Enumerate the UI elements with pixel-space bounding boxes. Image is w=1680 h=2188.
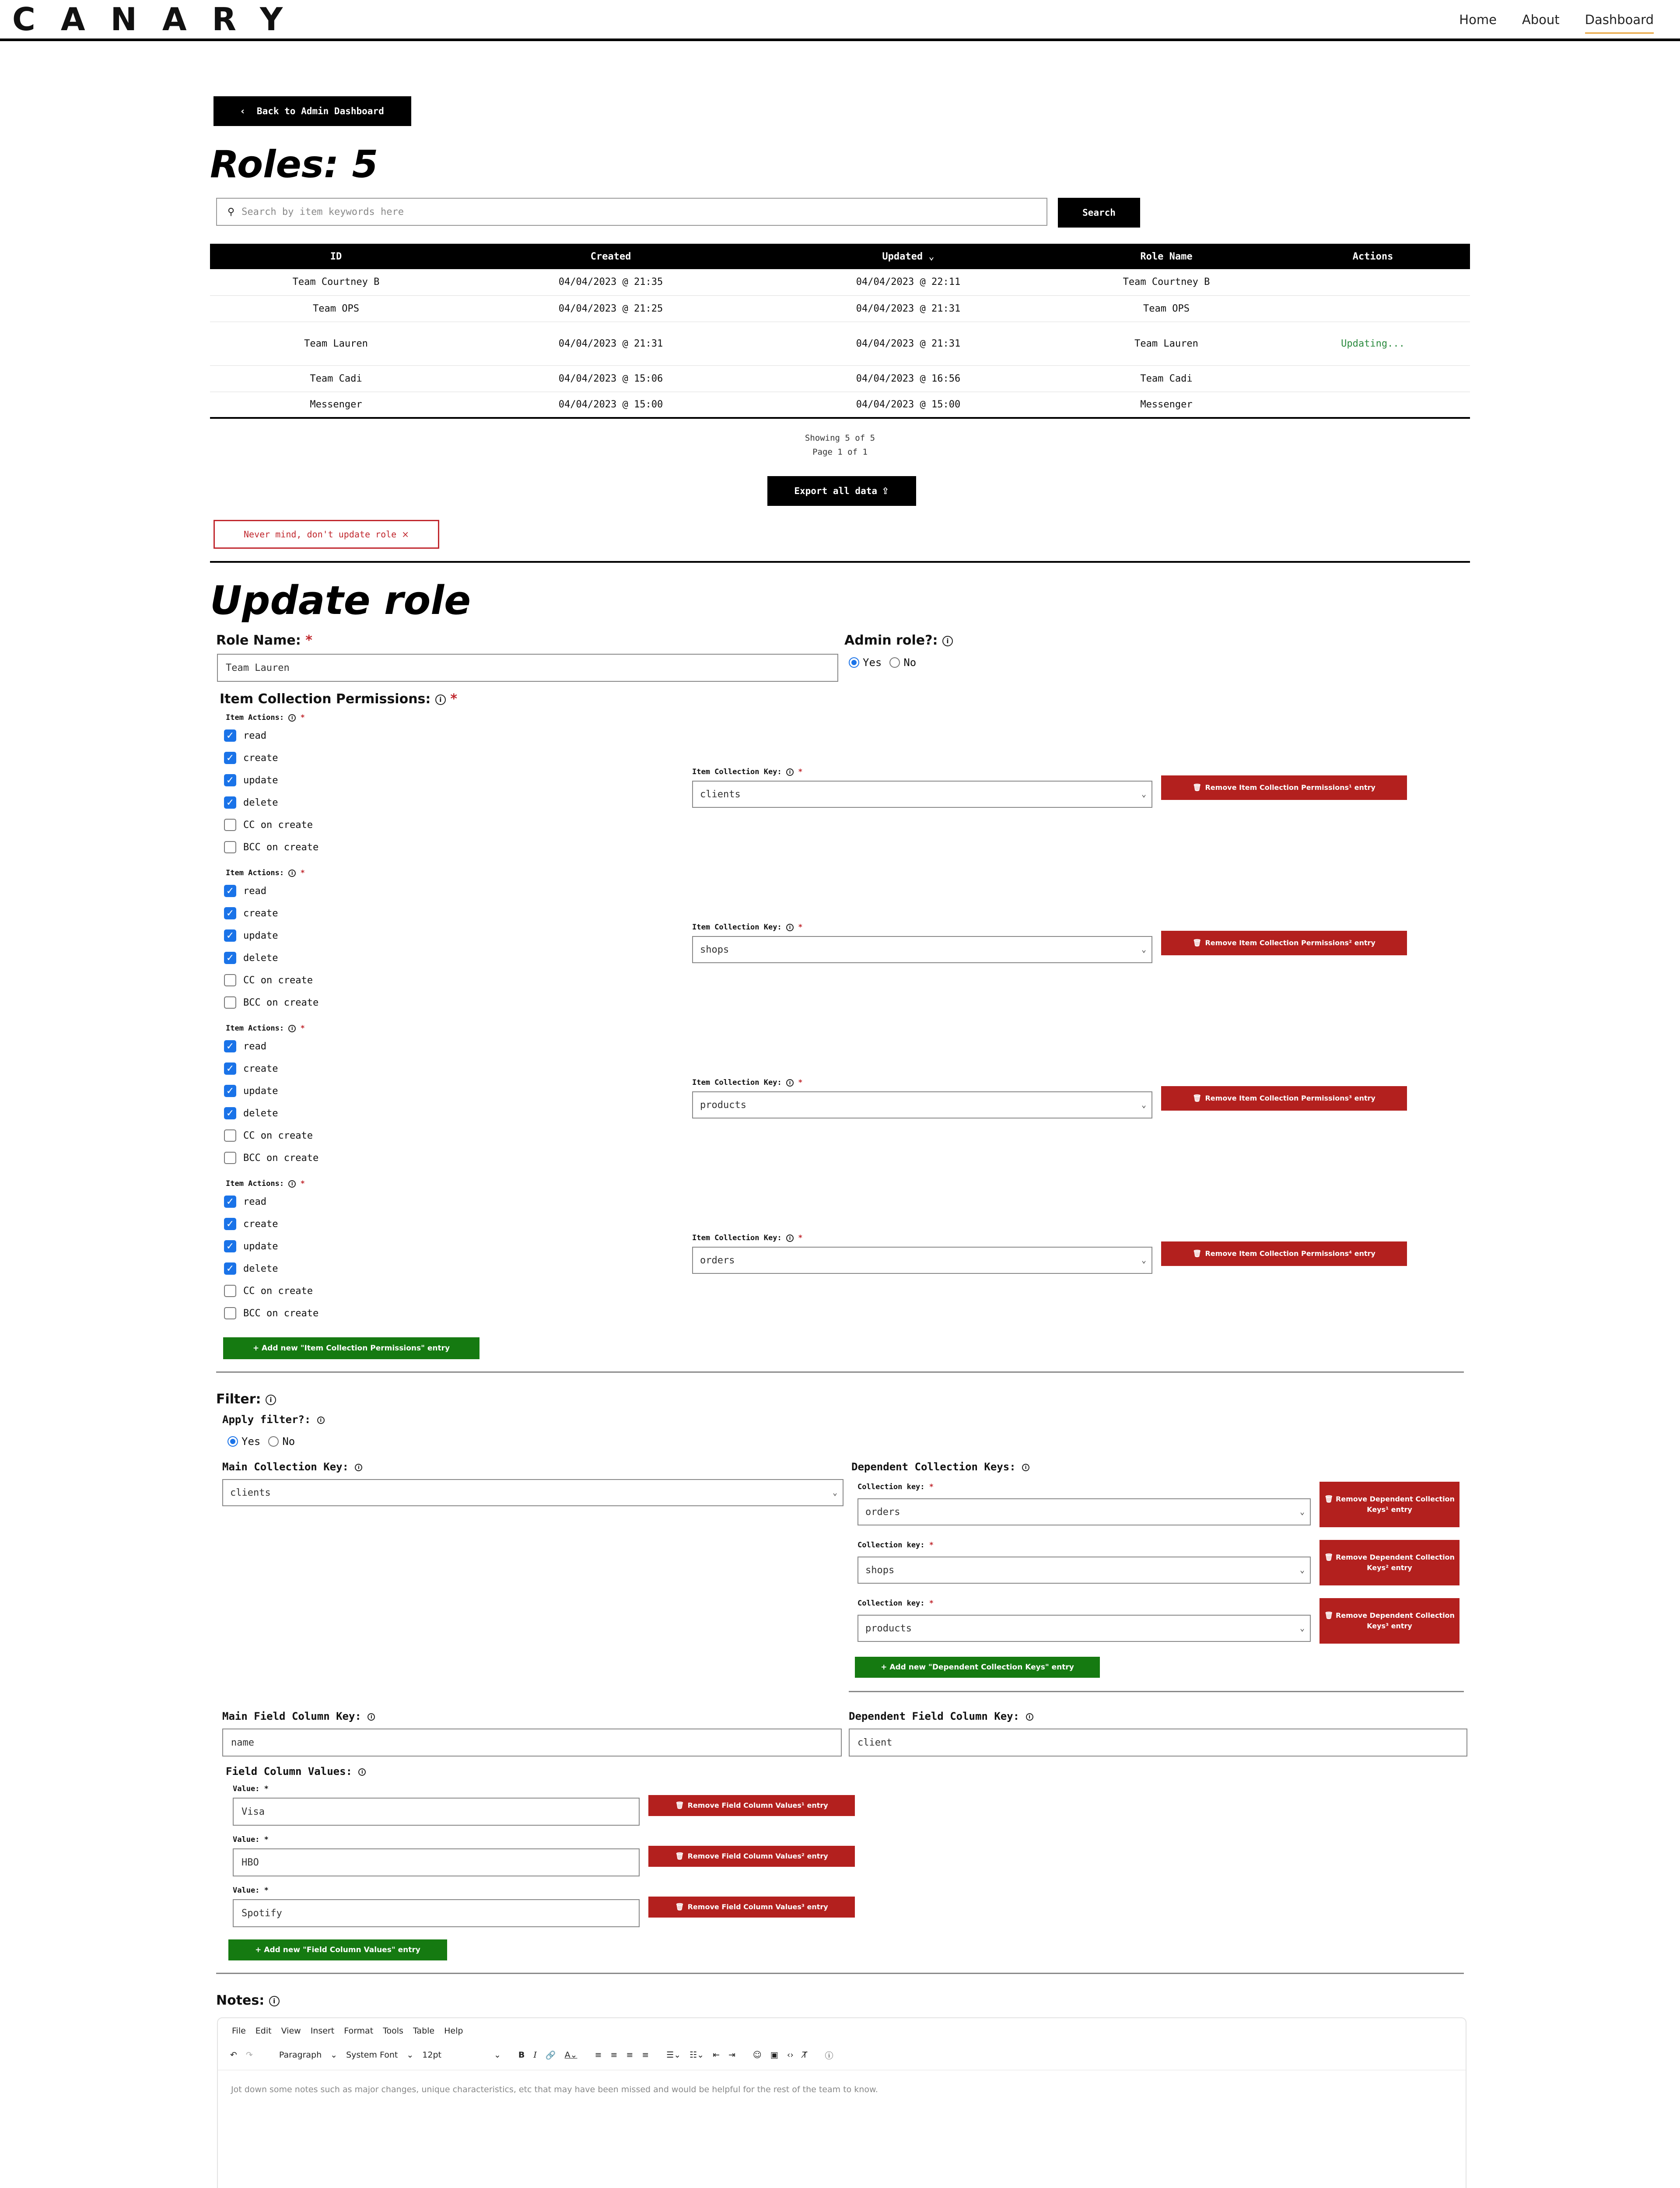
numbered-list-icon[interactable]: ☷⌄ <box>690 2050 704 2060</box>
remove-dependent-button[interactable]: 🗑 Remove Dependent Collection Keys² entry <box>1320 1540 1460 1585</box>
apply-filter-radio <box>228 1435 295 1448</box>
add-field-value-button[interactable]: + Add new "Field Column Values" entry <box>228 1939 447 1960</box>
cell-id: Team Lauren <box>210 322 462 365</box>
action-bcc[interactable]: BCC on create <box>224 841 318 854</box>
cell-updated: 04/04/2023 @ 22:11 <box>760 269 1057 295</box>
checkbox-checked-icon[interactable]: ✓ <box>224 1218 236 1230</box>
sort-desc-icon: ⌄ <box>928 251 934 262</box>
align-left-icon[interactable]: ≡ <box>595 2050 602 2060</box>
checkbox-checked-icon[interactable]: ✓ <box>224 796 236 809</box>
collection-key-label: Item Collection Key: i * <box>692 1078 803 1087</box>
action-update[interactable]: ✓ update <box>224 774 278 787</box>
cell-created: 04/04/2023 @ 21:31 <box>462 322 760 365</box>
info-icon[interactable]: i <box>1022 1464 1029 1471</box>
action-delete[interactable]: ✓ delete <box>224 951 278 964</box>
role-name-input[interactable]: Team Lauren <box>217 654 838 682</box>
collection-key-label: Collection key: * <box>858 1541 934 1550</box>
info-icon[interactable]: i <box>317 1417 325 1424</box>
indent-icon[interactable]: ⇥ <box>728 2050 735 2060</box>
trash-icon: 🗑 <box>1324 1553 1334 1561</box>
chevron-down-icon: ⌄ <box>406 2050 414 2060</box>
action-delete[interactable]: ✓ delete <box>224 1262 278 1275</box>
admin-yes-label: Yes <box>863 656 882 669</box>
cell-updated: 04/04/2023 @ 21:31 <box>760 322 1057 365</box>
info-icon[interactable]: i <box>786 768 794 776</box>
cell-updated: 04/04/2023 @ 21:31 <box>760 295 1057 322</box>
checkbox-icon[interactable] <box>224 819 236 831</box>
clear-format-icon[interactable]: T̸ <box>802 2050 808 2060</box>
info-icon[interactable]: i <box>786 924 794 931</box>
info-icon[interactable]: i <box>786 1079 794 1087</box>
checkbox-checked-icon[interactable]: ✓ <box>224 929 236 942</box>
cell-created: 04/04/2023 @ 15:06 <box>462 365 760 392</box>
col-id[interactable]: ID <box>210 244 462 269</box>
page-indicator: Page 1 of 1 <box>812 447 868 457</box>
info-icon[interactable]: i <box>288 870 296 877</box>
font-family-select[interactable]: System Font ⌄ <box>346 2050 414 2060</box>
editor-menubar <box>232 2026 463 2036</box>
bold-icon[interactable]: B <box>518 2050 525 2060</box>
trash-icon: 🗑 <box>1193 1249 1202 1258</box>
checkbox-checked-icon[interactable]: ✓ <box>224 1062 236 1075</box>
roles-table <box>210 244 1470 419</box>
action-bcc[interactable]: BCC on create <box>224 1307 318 1320</box>
close-icon: × <box>402 529 409 540</box>
table-row[interactable] <box>210 322 1470 365</box>
site-header <box>0 0 1680 41</box>
text-color-icon[interactable]: A⌄ <box>564 2050 578 2060</box>
action-cc[interactable]: CC on create <box>224 1129 313 1142</box>
checkbox-icon[interactable] <box>224 841 236 853</box>
item-actions-label: Item Actions: i * <box>226 713 305 722</box>
image-icon[interactable]: ▣ <box>770 2050 778 2060</box>
trash-icon: 🗑 <box>1193 939 1202 947</box>
value-label: Value: * <box>233 1835 269 1844</box>
checkbox-checked-icon[interactable]: ✓ <box>224 774 236 786</box>
back-button-label: Back to Admin Dashboard <box>256 106 384 116</box>
menu-tools[interactable]: Tools <box>383 2026 403 2036</box>
filter-yes-radio[interactable] <box>228 1436 238 1447</box>
info-icon[interactable]: i <box>358 1768 366 1776</box>
cell-role-name: Team Lauren <box>1057 322 1276 365</box>
cell-updated: 04/04/2023 @ 16:56 <box>760 365 1057 392</box>
align-center-icon[interactable]: ≡ <box>610 2050 618 2060</box>
table-row[interactable] <box>210 392 1470 418</box>
cell-actions <box>1276 392 1470 418</box>
cell-role-name: Team OPS <box>1057 295 1276 322</box>
table-row[interactable] <box>210 365 1470 392</box>
checkbox-icon[interactable] <box>224 1307 236 1319</box>
divider <box>216 1973 1464 1974</box>
notes-label: Notes: i <box>216 1993 280 2008</box>
cancel-update-button[interactable] <box>214 520 439 549</box>
info-icon[interactable]: i <box>269 1996 280 2006</box>
field-value-input[interactable]: HBO <box>233 1848 640 1876</box>
checkbox-icon[interactable] <box>224 1285 236 1297</box>
menu-format[interactable]: Format <box>344 2026 374 2036</box>
info-icon[interactable]: i <box>368 1713 375 1721</box>
main-field-label: Main Field Column Key: i <box>222 1710 375 1722</box>
item-actions-label: Item Actions: i * <box>226 869 305 877</box>
action-delete[interactable]: ✓ delete <box>224 1107 278 1120</box>
action-create[interactable]: ✓ create <box>224 1217 278 1231</box>
filter-yes-label: Yes <box>242 1435 261 1448</box>
action-create[interactable]: ✓ create <box>224 907 278 920</box>
italic-icon[interactable]: I <box>533 2050 537 2060</box>
cell-created: 04/04/2023 @ 15:00 <box>462 392 760 418</box>
chevron-down-icon: ⌄ <box>1141 789 1146 799</box>
cell-created: 04/04/2023 @ 21:25 <box>462 295 760 322</box>
trash-icon: 🗑 <box>1324 1611 1334 1620</box>
table-row[interactable] <box>210 295 1470 322</box>
main-collection-label: Main Collection Key: i <box>222 1461 362 1473</box>
filter-label: Filter: i <box>216 1392 276 1407</box>
info-icon[interactable]: i <box>288 1025 296 1032</box>
editor-toolbar <box>230 2045 833 2065</box>
info-icon[interactable]: i <box>942 636 953 646</box>
action-update[interactable]: ✓ update <box>224 1084 278 1098</box>
checkbox-checked-icon[interactable]: ✓ <box>224 1040 236 1052</box>
dependent-key-select[interactable]: orders ⌄ <box>858 1498 1311 1525</box>
cell-role-name: Team Cadi <box>1057 365 1276 392</box>
update-role-title: Update role <box>210 578 471 624</box>
remove-permission-button[interactable]: 🗑 Remove Item Collection Permissions⁴ entry <box>1161 1241 1407 1266</box>
action-delete[interactable]: ✓ delete <box>224 796 278 809</box>
chevron-down-icon: ⌄ <box>1300 1623 1305 1633</box>
info-icon[interactable]: i <box>786 1234 794 1242</box>
admin-no-radio[interactable] <box>889 657 900 668</box>
action-bcc[interactable]: BCC on create <box>224 1151 318 1164</box>
admin-no-label: No <box>903 656 917 669</box>
item-actions-label: Item Actions: i * <box>226 1179 305 1188</box>
admin-role-label: Admin role?: i <box>844 633 953 648</box>
search-placeholder: Search by item keywords here <box>242 206 404 217</box>
align-right-icon[interactable]: ≡ <box>626 2050 634 2060</box>
search-button[interactable]: Search <box>1058 198 1140 228</box>
collection-key-label: Item Collection Key: i * <box>692 768 803 776</box>
action-create[interactable]: ✓ create <box>224 751 278 764</box>
link-icon[interactable]: 🔗 <box>545 2050 556 2060</box>
add-dependent-button[interactable]: + Add new "Dependent Collection Keys" entry <box>855 1657 1100 1678</box>
action-read[interactable]: ✓ read <box>224 729 266 742</box>
col-created[interactable]: Created <box>462 244 760 269</box>
permissions-label: Item Collection Permissions: i * <box>220 691 458 707</box>
main-nav <box>1459 12 1654 34</box>
field-value-input[interactable]: Spotify <box>233 1899 640 1927</box>
action-update[interactable]: ✓ update <box>224 929 278 942</box>
filter-no-radio[interactable] <box>268 1436 279 1447</box>
remove-field-value-button[interactable]: 🗑 Remove Field Column Values³ entry <box>648 1897 855 1918</box>
trash-icon: 🗑 <box>1193 1094 1202 1102</box>
action-create[interactable]: ✓ create <box>224 1062 278 1075</box>
table-row[interactable] <box>210 269 1470 295</box>
editor-placeholder[interactable]: Jot down some notes such as major changes, unique characteristics, etc that may have been missed and would be helpful for the rest of the team to know. <box>231 2085 878 2094</box>
action-read[interactable]: ✓ read <box>224 1195 266 1208</box>
checkbox-checked-icon[interactable]: ✓ <box>224 729 236 742</box>
menu-help[interactable]: Help <box>444 2026 463 2036</box>
collection-key-select[interactable]: products ⌄ <box>692 1091 1152 1119</box>
value-label: Value: * <box>233 1886 269 1895</box>
cell-actions <box>1276 295 1470 322</box>
export-button[interactable] <box>767 476 916 506</box>
col-role-name[interactable]: Role Name <box>1057 244 1276 269</box>
col-actions: Actions <box>1276 244 1470 269</box>
filter-no-label: No <box>282 1435 295 1448</box>
chevron-down-icon: ⌄ <box>494 2050 501 2060</box>
cell-updated: 04/04/2023 @ 15:00 <box>760 392 1057 418</box>
dependent-keys-label: Dependent Collection Keys: i <box>851 1461 1029 1473</box>
divider <box>216 1371 1464 1373</box>
field-value-input[interactable]: Visa <box>233 1798 640 1826</box>
menu-view[interactable]: View <box>281 2026 301 2036</box>
back-to-dashboard-button[interactable] <box>214 96 411 126</box>
chevron-down-icon: ⌄ <box>1300 1565 1305 1575</box>
block-format-select[interactable]: Paragraph ⌄ <box>279 2050 338 2060</box>
action-read[interactable]: ✓ read <box>224 884 266 898</box>
outdent-icon[interactable]: ⇤ <box>713 2050 720 2060</box>
menu-insert[interactable]: Insert <box>310 2026 335 2036</box>
remove-permission-button[interactable]: 🗑 Remove Item Collection Permissions³ entry <box>1161 1086 1407 1111</box>
chevron-down-icon: ⌄ <box>1141 945 1146 954</box>
main-collection-select[interactable]: clients ⌄ <box>222 1479 844 1506</box>
action-update[interactable]: ✓ update <box>224 1240 278 1253</box>
chevron-left-icon: ‹ <box>241 106 245 116</box>
info-icon[interactable]: i <box>355 1464 362 1471</box>
font-size-select[interactable]: 12pt ⌄ <box>422 2050 501 2060</box>
action-bcc[interactable]: BCC on create <box>224 996 318 1009</box>
roles-title: Roles: 5 <box>210 143 378 186</box>
collection-key-select[interactable]: orders ⌄ <box>692 1247 1152 1274</box>
col-updated[interactable]: Updated ⌄ <box>760 244 1057 269</box>
cell-created: 04/04/2023 @ 21:35 <box>462 269 760 295</box>
info-icon[interactable]: i <box>435 694 446 705</box>
remove-field-value-button[interactable]: 🗑 Remove Field Column Values² entry <box>648 1846 855 1867</box>
action-cc[interactable]: CC on create <box>224 1284 313 1297</box>
redo-icon[interactable]: ↷ <box>245 2050 253 2060</box>
cell-actions <box>1276 365 1470 392</box>
remove-permission-button[interactable]: 🗑 Remove Item Collection Permissions¹ entry <box>1161 775 1407 800</box>
checkbox-checked-icon[interactable]: ✓ <box>224 952 236 964</box>
cell-id: Messenger <box>210 392 462 418</box>
logo[interactable]: CANARY <box>12 1 308 38</box>
item-actions-label: Item Actions: i * <box>226 1024 305 1033</box>
checkbox-checked-icon[interactable]: ✓ <box>224 1107 236 1119</box>
showing-count: Showing 5 of 5 <box>805 433 875 443</box>
trash-icon: 🗑 <box>675 1852 684 1860</box>
checkbox-icon[interactable] <box>224 1152 236 1164</box>
chevron-down-icon: ⌄ <box>1141 1255 1146 1265</box>
dependent-field-input[interactable]: client <box>849 1729 1467 1757</box>
info-icon[interactable]: i <box>1026 1713 1033 1721</box>
collection-key-select[interactable]: shops ⌄ <box>692 936 1152 963</box>
chevron-down-icon: ⌄ <box>833 1488 837 1497</box>
menu-table[interactable]: Table <box>413 2026 435 2036</box>
cell-id: Team Courtney B <box>210 269 462 295</box>
dependent-key-select[interactable]: shops ⌄ <box>858 1557 1311 1584</box>
trash-icon: 🗑 <box>675 1903 684 1911</box>
action-cc[interactable]: CC on create <box>224 974 313 987</box>
checkbox-checked-icon[interactable]: ✓ <box>224 752 236 764</box>
collection-key-label: Collection key: * <box>858 1483 934 1491</box>
checkbox-checked-icon[interactable]: ✓ <box>224 1240 236 1252</box>
action-read[interactable]: ✓ read <box>224 1040 266 1053</box>
updating-status: Updating... <box>1276 322 1470 365</box>
align-justify-icon[interactable]: ≡ <box>642 2050 649 2060</box>
checkbox-checked-icon[interactable]: ✓ <box>224 907 236 919</box>
export-button-label: Export all data <box>794 486 878 496</box>
collection-key-select[interactable]: clients ⌄ <box>692 781 1152 808</box>
remove-dependent-button[interactable]: 🗑 Remove Dependent Collection Keys¹ entry <box>1320 1482 1460 1527</box>
search-icon: ⚲ <box>228 206 235 217</box>
checkbox-checked-icon[interactable]: ✓ <box>224 1085 236 1097</box>
trash-icon: 🗑 <box>1193 783 1202 792</box>
info-icon[interactable]: i <box>288 714 296 722</box>
code-icon[interactable]: ‹› <box>787 2050 794 2060</box>
nav-home[interactable]: Home <box>1459 12 1497 27</box>
trash-icon: 🗑 <box>1324 1495 1334 1503</box>
value-label: Value: * <box>233 1785 269 1793</box>
checkbox-checked-icon[interactable]: ✓ <box>224 885 236 897</box>
checkbox-checked-icon[interactable]: ✓ <box>224 1196 236 1208</box>
divider <box>849 1691 1464 1692</box>
undo-icon[interactable]: ↶ <box>230 2050 237 2060</box>
export-icon: ⇪ <box>882 486 889 496</box>
search-input[interactable] <box>216 198 1047 226</box>
remove-field-value-button[interactable]: 🗑 Remove Field Column Values¹ entry <box>648 1795 855 1816</box>
admin-role-radio <box>849 656 916 669</box>
notes-editor[interactable] <box>217 2017 1466 2188</box>
cell-role-name: Messenger <box>1057 392 1276 418</box>
collection-key-label: Item Collection Key: i * <box>692 923 803 932</box>
checkbox-icon[interactable] <box>224 1129 236 1142</box>
checkbox-icon[interactable] <box>224 996 236 1009</box>
remove-dependent-button[interactable]: 🗑 Remove Dependent Collection Keys³ entry <box>1320 1598 1460 1644</box>
menu-file[interactable]: File <box>232 2026 246 2036</box>
checkbox-checked-icon[interactable]: ✓ <box>224 1262 236 1275</box>
chevron-down-icon: ⌄ <box>330 2050 338 2060</box>
checkbox-icon[interactable] <box>224 974 236 986</box>
cell-actions <box>1276 269 1470 295</box>
collection-key-label: Item Collection Key: i * <box>692 1234 803 1242</box>
cell-id: Team OPS <box>210 295 462 322</box>
section-divider <box>210 561 1470 563</box>
admin-yes-radio[interactable] <box>849 657 859 668</box>
cancel-update-label: Never mind, don't update role <box>244 529 397 540</box>
bullet-list-icon[interactable]: ☰⌄ <box>666 2050 681 2060</box>
action-cc[interactable]: CC on create <box>224 818 313 831</box>
cell-id: Team Cadi <box>210 365 462 392</box>
role-name-label: Role Name: * <box>216 633 312 648</box>
help-icon[interactable]: ⓘ <box>825 2051 833 2061</box>
collection-key-label: Collection key: * <box>858 1599 934 1608</box>
nav-about[interactable]: About <box>1522 12 1560 27</box>
cell-role-name: Team Courtney B <box>1057 269 1276 295</box>
nav-dashboard[interactable]: Dashboard <box>1585 12 1654 34</box>
dependent-key-select[interactable]: products ⌄ <box>858 1615 1311 1642</box>
info-icon[interactable]: i <box>288 1180 296 1188</box>
chevron-down-icon: ⌄ <box>1300 1507 1305 1517</box>
menu-edit[interactable]: Edit <box>255 2026 272 2036</box>
info-icon[interactable]: i <box>266 1395 276 1405</box>
apply-filter-label: Apply filter?: i <box>222 1413 325 1426</box>
trash-icon: 🗑 <box>675 1801 684 1809</box>
add-permission-button[interactable]: + Add new "Item Collection Permissions" entry <box>223 1337 480 1359</box>
dependent-field-label: Dependent Field Column Key: i <box>849 1710 1033 1722</box>
field-values-label: Field Column Values: i <box>226 1765 366 1778</box>
main-field-input[interactable]: name <box>222 1729 842 1757</box>
chevron-down-icon: ⌄ <box>1141 1100 1146 1110</box>
emoji-icon[interactable]: ☺ <box>752 2050 762 2060</box>
remove-permission-button[interactable]: 🗑 Remove Item Collection Permissions² entry <box>1161 931 1407 955</box>
